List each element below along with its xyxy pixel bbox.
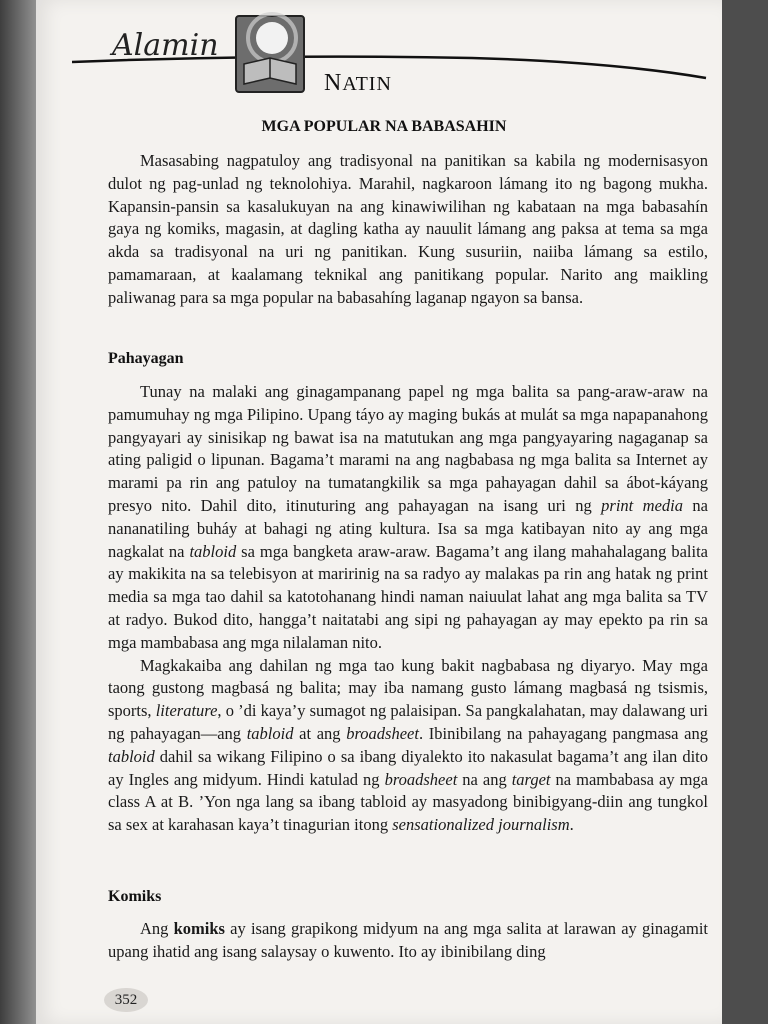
header-script-word: Alamin [112, 28, 219, 63]
italic-term: tabloid [246, 723, 294, 743]
text-run: na nananatiling buháy at bahagi ng ating kultura. Isa sa mga katibayan nito ay ang mga nagkalat na [108, 495, 708, 561]
text-run: . Ibinibilang na pahayagang pangmasa ang [418, 723, 709, 743]
italic-term: tabloid [189, 541, 237, 561]
italic-term: tabloid [108, 746, 155, 766]
text-run: , o ’di kaya’y sumagot ng palaisipan. Sa pangkalahatan, may dalawang uri ng pahayagan—ang [108, 701, 708, 743]
italic-term: print media [601, 495, 683, 515]
pahayagan-paragraph-1 [108, 381, 708, 655]
open-book-icon [230, 12, 310, 94]
text-run: na ang [457, 769, 512, 789]
section-heading-komiks: Komiks [108, 888, 162, 905]
komiks-paragraph-1 [108, 918, 708, 964]
text-run: Magkakaiba ang dahilan ng mga tao kung bakit nagbabasa ng diyaryo. May mga taong gustong magbasá ng balita; may iba namang gusto lámang magbasá ng tsismis, sports, [108, 655, 708, 721]
book-edge-background [722, 0, 768, 1024]
intro-paragraph: Masasabing nagpatuloy ang tradisyonal na panitikan sa kabila ng modernisasyon dulot ng pag-unlad ng teknolohiya. Marahil, nagkaroon lámang ito ng bagong mukha. Kapansin-pansin sa kasalukuyan na ang kinawiwilihan ng kabataan na mga babasahín gaya ng komiks, magasin, at dagling katha ay nauulit lámang ang paksa at tema sa mga akda sa tradisyonal na uri ng panitikan. Kung susuriin, naiiba lámang sa estilo, pamamaraan, at kaalamang teknikal ang panitikang popular. Narito ang maikling paliwanag para sa mga popular na babasahíng laganap ngayon sa bansa. [108, 151, 708, 307]
pahayagan-text-block [108, 381, 708, 837]
page-number: 352 [104, 988, 148, 1012]
text-run: ay isang grapikong midyum na ang mga salita at larawan ay ginagamit upang ihatid ang isang salaysay o kuwento. Ito ay ibinibilang ding [108, 919, 708, 961]
text-run: at ang [293, 723, 347, 743]
page-title: MGA POPULAR NA BABASAHIN [261, 118, 507, 135]
text-run: Ang [140, 919, 174, 938]
italic-term: sensationalized journalism [392, 815, 570, 835]
italic-term: broadsheet [346, 723, 419, 743]
italic-term: literature [155, 701, 218, 721]
bold-term: komiks [173, 919, 225, 938]
pahayagan-paragraph-2 [108, 655, 708, 837]
text-run: . [569, 815, 574, 835]
book-gutter-shadow [0, 0, 40, 1024]
komiks-text-block [108, 918, 708, 964]
text-run: sa mga bangketa araw-araw. Bagama’t ang ilang mahahalagang balita ay makikita na sa telebisyon at maririnig na sa radyo ay malakas pa rin ang hatak ng print media sa mga tao dahil sa katotohanang hindi naman naiuulat lahat ang mga balita sa TV at radyo. Bukod dito, hangga’t naitatabi ang sipi ng pahayagan ay may epekto pa rin sa mga mambabasa ang mga nilalaman nito. [108, 541, 708, 652]
section-header [72, 10, 712, 110]
italic-term: broadsheet [384, 769, 458, 789]
text-run: na mambabasa ay mga class A at B. ’Yon nga lang sa ibang tabloid ay masyadong binibigyang-diin ang tungkol sa sex at karahasan kaya’t tinagurian itong [108, 769, 708, 835]
header-natin: NATIN [324, 70, 392, 96]
section-heading-pahayagan: Pahayagan [108, 350, 184, 367]
text-run: dahil sa wikang Filipino o sa ibang diyalekto ito nakasulat bagama’t ang ilan dito ay Ingles ang midyum. Hindi katulad ng [108, 746, 708, 789]
italic-term: target [511, 769, 551, 789]
intro-paragraph-block [108, 150, 708, 310]
text-run: Tunay na malaki ang ginagampanang papel ng mga balita sa pang-araw-araw na pamumuhay ng mga Pilipino. Upang táyo ay maging bukás at mulát sa mga napapanahong pangyayari ay sinisikap ng bawat isa na matutukan ang mga pangyayaring nagaganap sa ating paligid o lipunan. Bagama’t marami na ang nagbabasa ng mga balita sa Internet ay marami pa rin ang patuloy na tumatangkilik sa mga pahayagan dahil sa ábot-káyang presyo nito. Dahil dito, itinuturing ang pahayagan na isang uri ng [108, 382, 708, 515]
